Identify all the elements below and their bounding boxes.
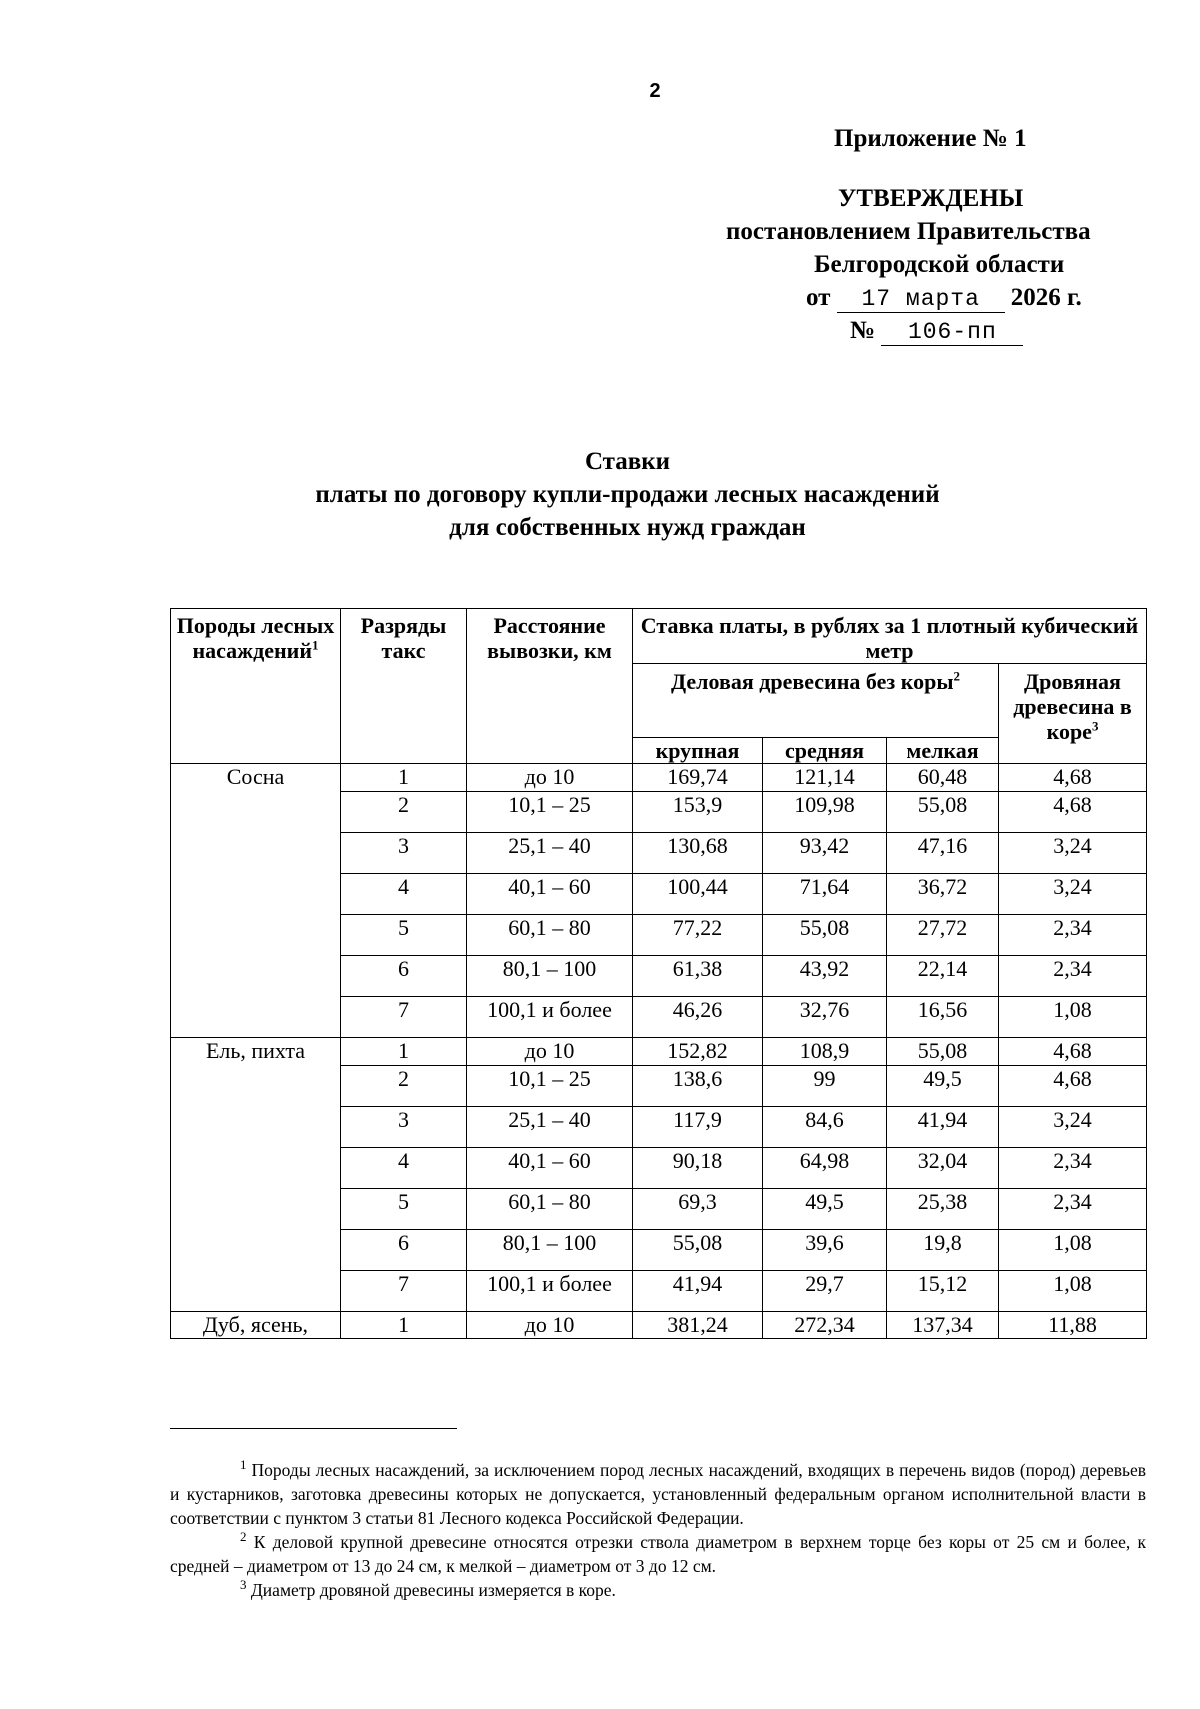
year-value: 2026 г. [1010, 284, 1082, 311]
firewood-cell: 2,34 [999, 956, 1147, 997]
table-row [171, 1271, 1147, 1312]
large-cell: 90,18 [633, 1148, 763, 1189]
large-cell: 153,9 [633, 792, 763, 833]
firewood-cell: 2,34 [999, 915, 1147, 956]
footnote-3 [170, 1578, 1146, 1602]
approved-region-line: Белгородской области [814, 251, 1065, 278]
footnote-ref-1: 1 [312, 637, 319, 653]
medium-cell: 121,14 [763, 764, 887, 792]
firewood-cell: 1,08 [999, 1271, 1147, 1312]
large-cell: 381,24 [633, 1312, 763, 1339]
species-cell [171, 1148, 341, 1189]
date-value: 17 марта [837, 286, 1005, 313]
table-row [171, 1066, 1147, 1107]
small-cell: 27,72 [887, 915, 999, 956]
firewood-cell: 11,88 [999, 1312, 1147, 1339]
firewood-cell: 4,68 [999, 792, 1147, 833]
firewood-cell: 3,24 [999, 874, 1147, 915]
distance-cell: до 10 [467, 1038, 633, 1066]
doc-subtitle-line2: для собственных нужд граждан [449, 514, 806, 541]
species-cell: Дуб, ясень, [171, 1312, 341, 1339]
firewood-cell: 2,34 [999, 1148, 1147, 1189]
medium-cell: 29,7 [763, 1271, 887, 1312]
distance-cell: 40,1 – 60 [467, 874, 633, 915]
small-cell: 36,72 [887, 874, 999, 915]
grade-cell: 7 [341, 1271, 467, 1312]
firewood-cell: 4,68 [999, 764, 1147, 792]
doc-title: Ставки [584, 448, 671, 475]
small-cell: 55,08 [887, 792, 999, 833]
distance-cell: 80,1 – 100 [467, 956, 633, 997]
species-cell [171, 1230, 341, 1271]
species-cell [171, 792, 341, 833]
table-row [171, 915, 1147, 956]
large-cell: 77,22 [633, 915, 763, 956]
grade-cell: 4 [341, 1148, 467, 1189]
table-row [171, 956, 1147, 997]
grade-cell: 4 [341, 874, 467, 915]
header-species-label: Породы лесных насаждений [176, 613, 335, 663]
header-species [171, 609, 341, 764]
appendix-label: Приложение № 1 [834, 125, 1027, 152]
grade-cell: 5 [341, 1189, 467, 1230]
large-cell: 46,26 [633, 997, 763, 1038]
species-cell [171, 997, 341, 1038]
header-firewood-label: Дровяная древесина в коре [1013, 669, 1132, 744]
large-cell: 169,74 [633, 764, 763, 792]
large-cell: 100,44 [633, 874, 763, 915]
medium-cell: 32,76 [763, 997, 887, 1038]
table-row [171, 997, 1147, 1038]
species-cell: Сосна [171, 764, 341, 792]
species-cell: Ель, пихта [171, 1038, 341, 1066]
small-cell: 19,8 [887, 1230, 999, 1271]
firewood-cell: 4,68 [999, 1038, 1147, 1066]
footnote-ref-3: 3 [1091, 718, 1099, 734]
footnote-1-text: Породы лесных насаждений, за исключением пород лесных насаждений, входящих в перечень видов (пород) деревьев и кустарников, заготовка древесины которых не допускается, установленный федеральным органом исполнительной власти в соответствии с пунктом 3 статьи 81 Лесного кодекса Российской Федерации. [170, 1460, 1147, 1528]
distance-cell: 80,1 – 100 [467, 1230, 633, 1271]
table-row [171, 1038, 1147, 1066]
distance-cell: до 10 [467, 764, 633, 792]
grade-cell: 1 [341, 1312, 467, 1339]
date-prefix: от [806, 284, 831, 311]
grade-cell: 3 [341, 833, 467, 874]
grade-cell: 2 [341, 1066, 467, 1107]
small-cell: 60,48 [887, 764, 999, 792]
species-cell [171, 956, 341, 997]
small-cell: 55,08 [887, 1038, 999, 1066]
footnote-2 [170, 1530, 1146, 1578]
small-cell: 15,12 [887, 1271, 999, 1312]
table-row [171, 1189, 1147, 1230]
footnote-3-text: Диаметр дровяной древесины измеряется в коре. [250, 1580, 616, 1600]
grade-cell: 6 [341, 1230, 467, 1271]
small-cell: 47,16 [887, 833, 999, 874]
distance-cell: 60,1 – 80 [467, 1189, 633, 1230]
large-cell: 41,94 [633, 1271, 763, 1312]
table-row [171, 1148, 1147, 1189]
species-cell [171, 1271, 341, 1312]
firewood-cell: 3,24 [999, 1107, 1147, 1148]
table-row [171, 874, 1147, 915]
approved-date-line [806, 281, 1082, 314]
footnote-2-marker: 2 [240, 1529, 247, 1545]
grade-cell: 3 [341, 1107, 467, 1148]
approved-decree-line: постановлением Правительства [726, 218, 1091, 245]
footnote-3-marker: 3 [240, 1577, 247, 1593]
table-row [171, 792, 1147, 833]
grade-cell: 2 [341, 792, 467, 833]
distance-cell: 25,1 – 40 [467, 833, 633, 874]
large-cell: 138,6 [633, 1066, 763, 1107]
species-cell [171, 915, 341, 956]
distance-cell: до 10 [467, 1312, 633, 1339]
number-value: 106-пп [881, 319, 1023, 346]
grade-cell: 7 [341, 997, 467, 1038]
medium-cell: 39,6 [763, 1230, 887, 1271]
medium-cell: 43,92 [763, 956, 887, 997]
footnote-ref-2: 2 [953, 668, 961, 684]
approved-number-line [850, 314, 1023, 347]
species-cell [171, 1066, 341, 1107]
grade-cell: 1 [341, 1038, 467, 1066]
small-cell: 41,94 [887, 1107, 999, 1148]
grade-cell: 6 [341, 956, 467, 997]
table-row [171, 833, 1147, 874]
header-business-label: Деловая древесина без коры [670, 669, 954, 694]
header-firewood [999, 664, 1147, 764]
firewood-cell: 3,24 [999, 833, 1147, 874]
table-row [171, 1312, 1147, 1339]
large-cell: 117,9 [633, 1107, 763, 1148]
medium-cell: 272,34 [763, 1312, 887, 1339]
medium-cell: 64,98 [763, 1148, 887, 1189]
firewood-cell: 4,68 [999, 1066, 1147, 1107]
species-cell [171, 1189, 341, 1230]
firewood-cell: 2,34 [999, 1189, 1147, 1230]
distance-cell: 100,1 и более [467, 997, 633, 1038]
species-cell [171, 874, 341, 915]
table-row [171, 1107, 1147, 1148]
small-cell: 22,14 [887, 956, 999, 997]
header-large: крупная [633, 738, 763, 764]
rates-table [170, 608, 1147, 1339]
large-cell: 130,68 [633, 833, 763, 874]
footnotes [170, 1458, 1146, 1602]
doc-subtitle-line1: платы по договору купли-продажи лесных насаждений [315, 481, 940, 508]
distance-cell: 40,1 – 60 [467, 1148, 633, 1189]
small-cell: 32,04 [887, 1148, 999, 1189]
footnote-1 [170, 1458, 1146, 1530]
number-prefix: № [850, 317, 876, 344]
medium-cell: 93,42 [763, 833, 887, 874]
distance-cell: 10,1 – 25 [467, 792, 633, 833]
large-cell: 55,08 [633, 1230, 763, 1271]
firewood-cell: 1,08 [999, 997, 1147, 1038]
small-cell: 137,34 [887, 1312, 999, 1339]
small-cell: 49,5 [887, 1066, 999, 1107]
medium-cell: 55,08 [763, 915, 887, 956]
small-cell: 16,56 [887, 997, 999, 1038]
header-rate: Ставка платы, в рублях за 1 плотный кубический метр [633, 609, 1147, 664]
table-body [171, 764, 1147, 1339]
header-distance: Расстояние вывозки, км [467, 609, 633, 764]
table-row [171, 764, 1147, 792]
footnote-divider [170, 1428, 457, 1429]
small-cell: 25,38 [887, 1189, 999, 1230]
footnote-1-marker: 1 [240, 1457, 247, 1473]
medium-cell: 109,98 [763, 792, 887, 833]
footnote-2-text: К деловой крупной древесине относятся отрезки ствола диаметром в верхнем торце без коры от 25 см и более, к средней – диаметром от 13 до 24 см, к мелкой – диаметром от 3 до 12 см. [170, 1532, 1146, 1576]
species-cell [171, 833, 341, 874]
table-row [171, 1230, 1147, 1271]
header-grade: Разряды такс [341, 609, 467, 764]
page-number: 2 [649, 80, 661, 102]
grade-cell: 1 [341, 764, 467, 792]
large-cell: 152,82 [633, 1038, 763, 1066]
medium-cell: 108,9 [763, 1038, 887, 1066]
distance-cell: 100,1 и более [467, 1271, 633, 1312]
header-medium: средняя [763, 738, 887, 764]
approved-label: УТВЕРЖДЕНЫ [838, 185, 1024, 212]
medium-cell: 99 [763, 1066, 887, 1107]
species-cell [171, 1107, 341, 1148]
large-cell: 61,38 [633, 956, 763, 997]
header-business-wood [633, 664, 999, 738]
large-cell: 69,3 [633, 1189, 763, 1230]
header-small: мелкая [887, 738, 999, 764]
medium-cell: 49,5 [763, 1189, 887, 1230]
distance-cell: 60,1 – 80 [467, 915, 633, 956]
medium-cell: 71,64 [763, 874, 887, 915]
grade-cell: 5 [341, 915, 467, 956]
medium-cell: 84,6 [763, 1107, 887, 1148]
firewood-cell: 1,08 [999, 1230, 1147, 1271]
distance-cell: 10,1 – 25 [467, 1066, 633, 1107]
distance-cell: 25,1 – 40 [467, 1107, 633, 1148]
